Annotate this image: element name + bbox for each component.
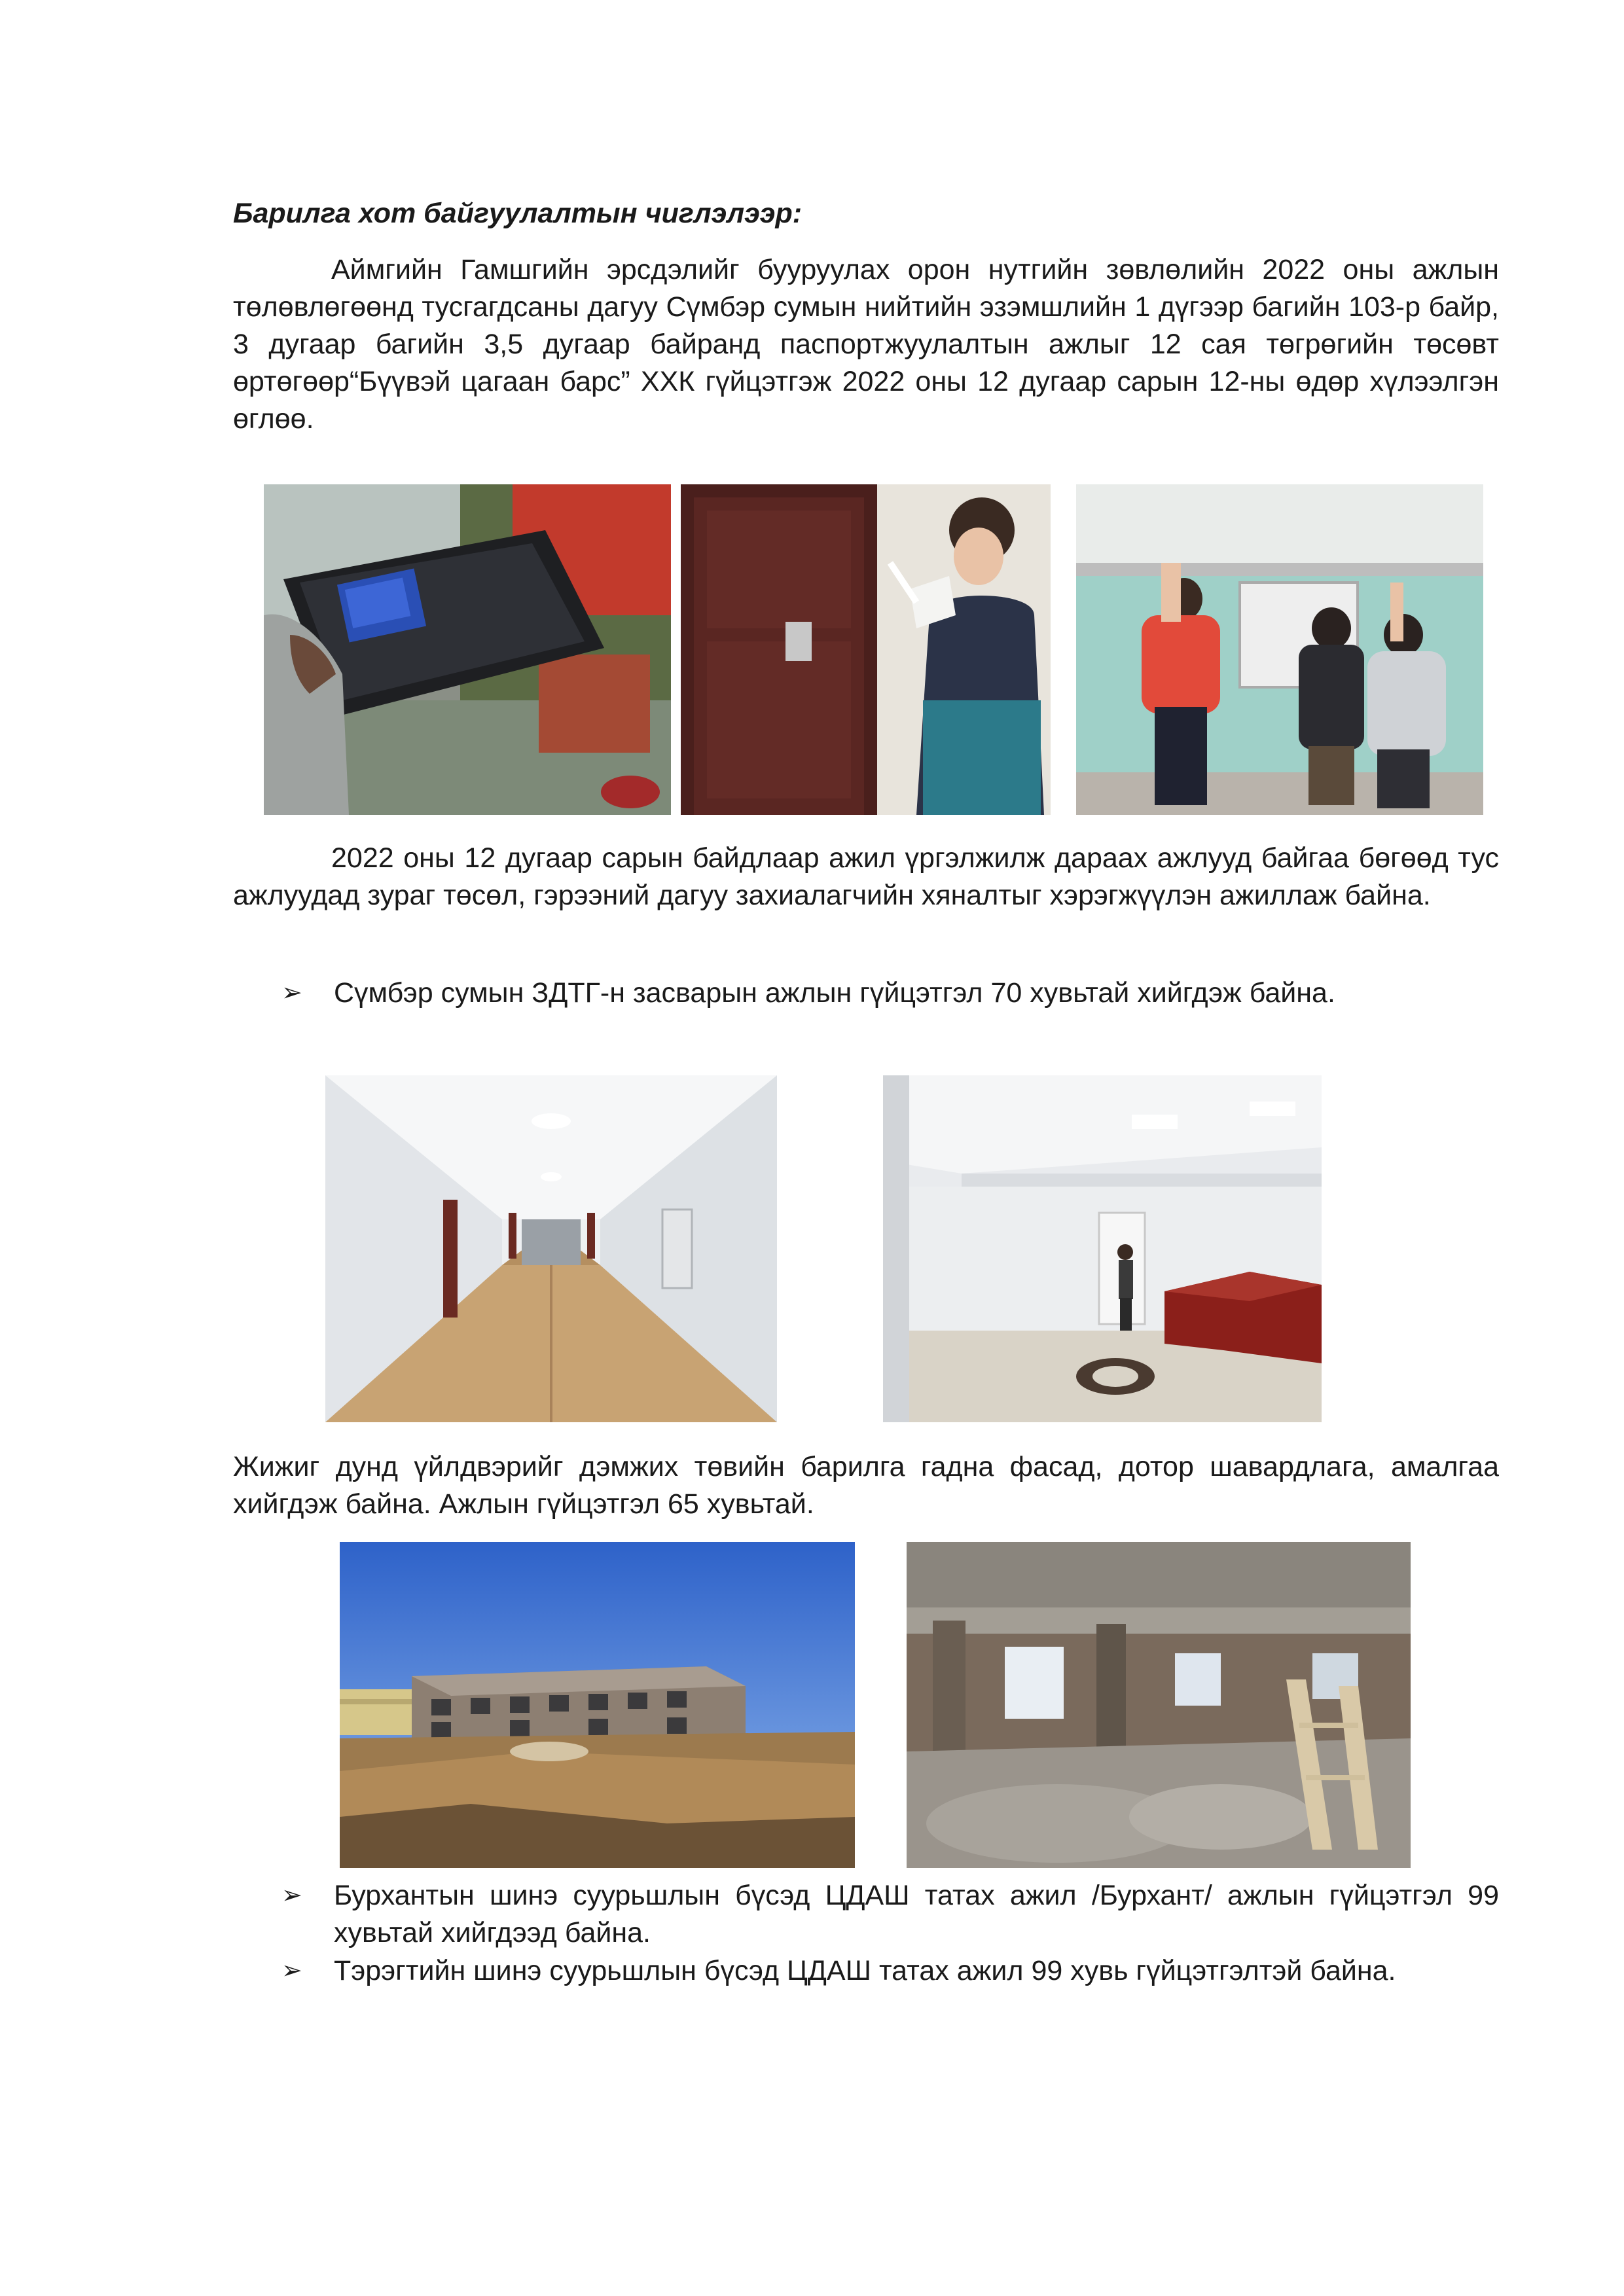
paragraph-sme-center: Жижиг дунд үйлдвэрийг дэмжих төвийн барилга гадна фасад, дотор шавардлага, амалгаа хийгдэж байна. Ажлын гүйцэтгэл 65 хувьтай. (233, 1451, 1499, 1520)
photo-tablet-survey (264, 484, 671, 815)
photo-sme-building-exterior (340, 1542, 855, 1868)
bullet-marker-icon: ➢ (281, 1882, 302, 1909)
photo-sme-building-interior (907, 1542, 1411, 1868)
bullet-item-zdtg-repair (281, 975, 1499, 1012)
photo-renovated-lobby (883, 1075, 1322, 1422)
bullet-marker-icon: ➢ (281, 979, 302, 1007)
paragraph-passport-work: Аймгийн Гамшгийн эрсдэлийг бууруулах орон нутгийн зөвлөлийн 2022 оны ажлын төлөвлөгөөнд тусгагдсаны дагуу Сүмбэр сумын нийтийн эзэмшлийн 1 дүгээр багийн 103-р байр, 3 дугаар багийн 3,5 дугаар байранд паспортжуулалтын ажлыг 12 сая төгрөгийн төсөвт өртөгөөр“Бүүвэй цагаан барс” ХХК гүйцэтгэж 2022 оны 12 дугаар сарын 12-ны өдөр хүлээлгэн өглөө. (233, 254, 1499, 435)
photo-door-inspection (681, 484, 1051, 815)
section-heading: Барилга хот байгуулалтын чиглэлээр: (233, 198, 803, 229)
bullet-item-burkhant (281, 1877, 1499, 1952)
bullet-item-teregt (281, 1952, 1499, 1990)
photo-renovated-corridor (325, 1075, 777, 1422)
bullet-text: Бурхантын шинэ суурьшлын бүсэд ЦДАШ татах ажил /Бурхант/ ажлын гүйцэтгэл 99 хувьтай хийгдээд байна. (334, 1880, 1499, 1948)
bullet-text: Сүмбэр сумын ЗДТГ-н засварын ажлын гүйцэтгэл 70 хувьтай хийгдэж байна. (334, 977, 1335, 1009)
photo-electrical-panel (1076, 484, 1483, 815)
bullet-marker-icon: ➢ (281, 1957, 302, 1984)
bullet-text: Тэрэгтийн шинэ суурьшлын бүсэд ЦДАШ татах ажил 99 хувь гүйцэтгэлтэй байна. (334, 1955, 1396, 1986)
paragraph-ongoing-works: 2022 оны 12 дугаар сарын байдлаар ажил үргэлжилж дараах ажлууд байгаа бөгөөд тус ажлуудад зураг төсөл, гэрээний дагуу захиалагчийн хяналтыг хэрэгжүүлэн ажиллаж байна. (233, 842, 1499, 911)
